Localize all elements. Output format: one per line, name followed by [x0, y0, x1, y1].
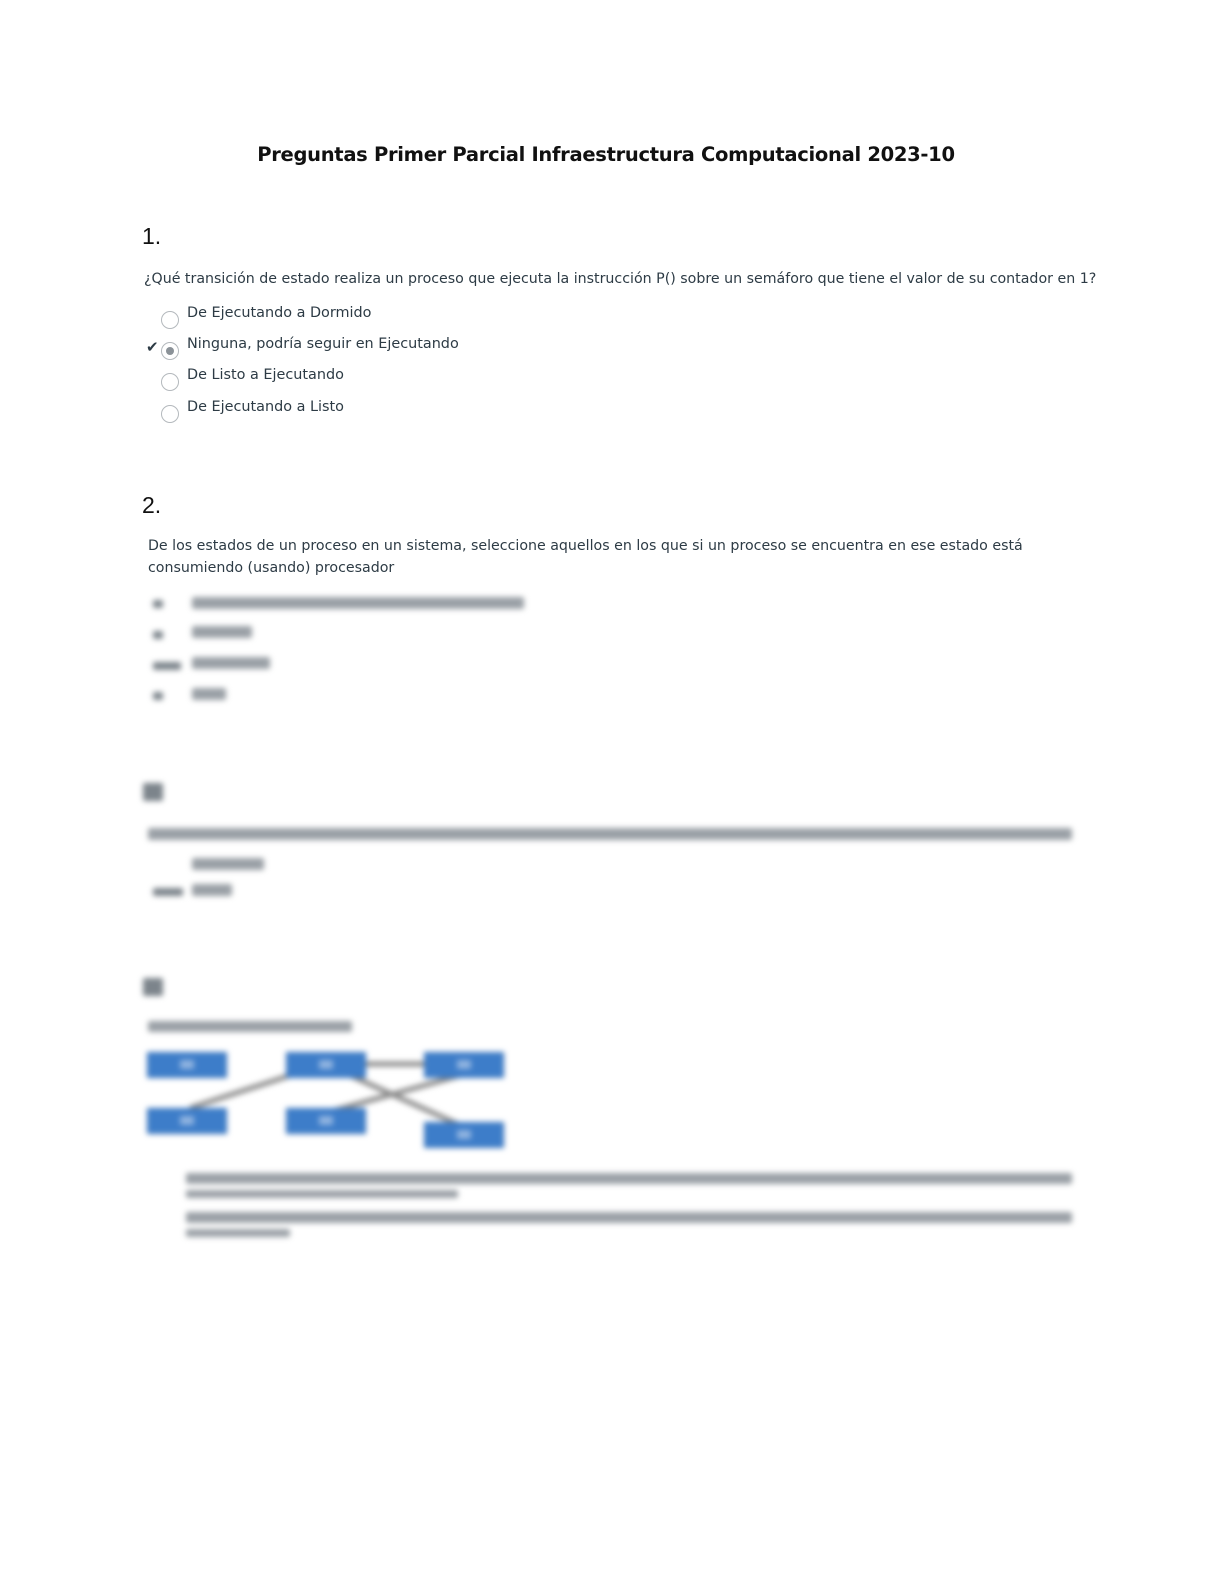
option-label: De Ejecutando a Dormido: [187, 305, 372, 321]
option-label: Ninguna, podría seguir en Ejecutando: [187, 336, 459, 352]
option-label: De Ejecutando a Listo: [187, 399, 344, 415]
question-2-number: 2.: [142, 492, 162, 518]
document-title: Preguntas Primer Parcial Infraestructura Computacional 2023-10: [257, 143, 955, 166]
question-1-text: ¿Qué transición de estado realiza un proceso que ejecuta la instrucción P() sobre un semáforo que tiene el valor de su contador en 1?: [144, 271, 1097, 287]
question-1-number: 1.: [142, 223, 162, 249]
option-label: De Listo a Ejecutando: [187, 367, 344, 383]
question-2-text: De los estados de un proceso en un sistema, seleccione aquellos en los que si un proceso se encuentra en ese estado está consumiendo (usando) procesador: [148, 538, 1023, 576]
check-icon: ✔: [146, 339, 159, 356]
